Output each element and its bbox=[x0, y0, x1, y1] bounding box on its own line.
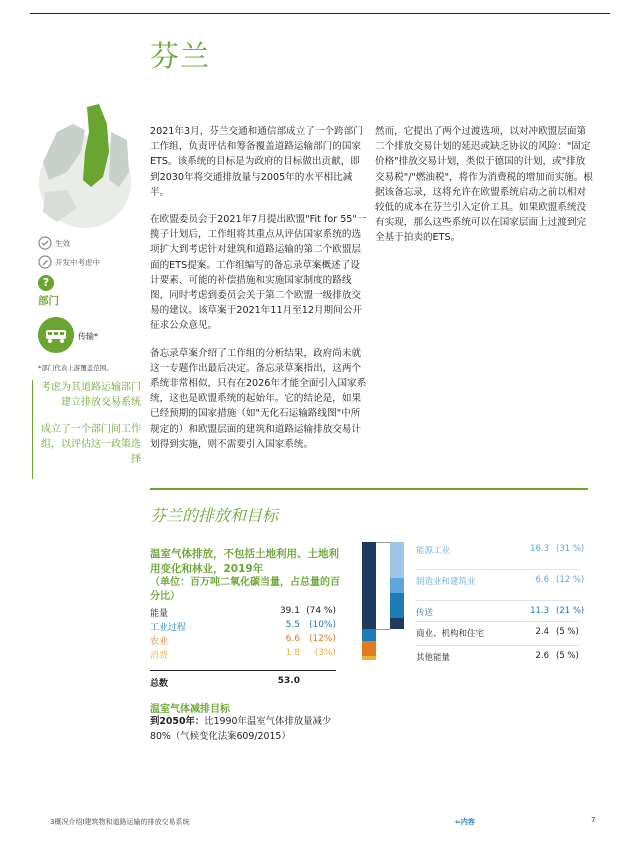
breakdown-label: 能源工业 bbox=[416, 546, 451, 556]
status-label: 开发中考虑中 bbox=[55, 257, 100, 267]
pencil-circle-icon bbox=[38, 255, 52, 269]
side-notes bbox=[32, 380, 143, 479]
breakdown-value: 6.6 bbox=[535, 575, 549, 585]
footer-title: 3概况介绍I建筑物和道路运输的排放交易系统 bbox=[50, 818, 190, 826]
side-note: 成立了一个部门间工作组，以评估这一政策选择 bbox=[41, 424, 141, 465]
check-circle-icon bbox=[38, 236, 52, 250]
breakdown-segment-0 bbox=[390, 542, 404, 578]
emission-row bbox=[150, 606, 336, 619]
row-pct: (10%) bbox=[308, 620, 336, 630]
toc-link[interactable]: ⇐内容 bbox=[455, 818, 475, 826]
breakdown-segment-2 bbox=[390, 593, 404, 618]
row-pct: (12%) bbox=[308, 634, 336, 644]
breakdown-pct: (31 %) bbox=[556, 544, 585, 554]
target-body: 比1990年温室气体排放量减少80%（气候变化法案609/2015） bbox=[150, 716, 332, 742]
row-value: 5.5 bbox=[285, 620, 300, 630]
status-label: 生效 bbox=[55, 238, 70, 248]
ghg-title: 温室气体排放，不包括土地利用、土地利用变化和林业，2019年 bbox=[150, 548, 339, 575]
bar-segment-3 bbox=[362, 656, 376, 660]
breakdown-value: 2.4 bbox=[535, 627, 549, 637]
department-footnote: *部门代表上游覆盖范围。 bbox=[38, 364, 113, 372]
total-value: 53.0 bbox=[277, 676, 300, 686]
legend-separator bbox=[416, 569, 580, 570]
side-note: 考虑为其道路运输部门建立排放交易系统 bbox=[41, 382, 141, 408]
breakdown-segment-3 bbox=[390, 618, 404, 623]
paragraph: 然而，它提出了两个过渡选项，以对冲欧盟层面第二个排放交易计划的延迟或缺乏协议的风险："固定价格"排放交易计划，类似于德国的计划，或"排放交易税"/"燃油税"，将作为消费税的增加而实施。根据该备忘录，这将允许在欧盟系统启动之前以相对较低的成本在芬兰引入定价工具。如果欧盟系统没有实现，那么这些系统可以在国家层面上过渡到完全基于拍卖的ETS。 bbox=[375, 126, 593, 244]
row-value: 6.6 bbox=[285, 634, 300, 644]
row-name: 农业 bbox=[150, 637, 169, 647]
row-pct: (74 %) bbox=[306, 606, 336, 616]
body-column-right bbox=[375, 124, 593, 258]
bar-segment-1 bbox=[362, 629, 376, 641]
breakdown-label: 制造业和建筑业 bbox=[416, 577, 476, 587]
section-title: 芬兰的排放和目标 bbox=[150, 506, 279, 525]
body-column-left bbox=[150, 124, 368, 464]
row-name: 工业过程 bbox=[150, 623, 187, 633]
breakdown-pct: (12 %) bbox=[556, 575, 585, 585]
bar-segment-2 bbox=[362, 641, 376, 656]
status-in-force bbox=[38, 236, 70, 250]
page-title: 芬兰 bbox=[150, 39, 211, 73]
emission-row bbox=[150, 648, 336, 661]
breakdown-value: 2.6 bbox=[535, 651, 549, 661]
breakdown-label: 传送 bbox=[416, 608, 434, 618]
legend-separator bbox=[416, 645, 580, 646]
connector-line bbox=[376, 629, 390, 630]
breakdown-pct: (5 %) bbox=[556, 651, 579, 661]
bar-segment-0 bbox=[362, 542, 376, 629]
total-row bbox=[150, 676, 336, 689]
question-icon: ? bbox=[38, 275, 54, 291]
target-year: 到2050年： bbox=[150, 716, 205, 727]
breakdown-segment-4 bbox=[390, 623, 404, 629]
row-name: 能量 bbox=[150, 609, 169, 619]
breakdown-label: 其他能量 bbox=[416, 653, 451, 663]
breakdown-pct: (5 %) bbox=[556, 627, 579, 637]
emission-row bbox=[150, 634, 336, 647]
breakdown-pct: (21 %) bbox=[556, 606, 585, 616]
breakdown-value: 16.3 bbox=[530, 544, 549, 554]
ghg-unit: （单位：百万吨二氧化碳当量，占总量的百分比） bbox=[150, 577, 340, 602]
paragraph: 备忘录草案介绍了工作组的分析结果，政府尚未就这一专题作出最后决定。备忘录草案指出，这两个系统非常相似，只有在2026年才能全面引入国家系统，这也是欧盟系统的起始年。它的结论是，如果已经预期的国家措施（如"无化石运输路线图"中所规定的）和欧盟层面的建筑和道路运输排放交易计划得到实施，则不需要引入国家系统。 bbox=[150, 347, 367, 450]
legend-separator bbox=[416, 600, 580, 601]
connector-line bbox=[376, 542, 390, 543]
page-number: 7 bbox=[591, 816, 596, 824]
row-value: 39.1 bbox=[279, 606, 300, 616]
row-name: 消费 bbox=[150, 651, 169, 661]
section-divider bbox=[150, 488, 588, 490]
target-title: 温室气体减排目标 bbox=[150, 704, 230, 715]
target-text bbox=[150, 714, 350, 744]
status-in-development bbox=[38, 255, 100, 269]
breakdown-value: 11.3 bbox=[530, 606, 549, 616]
legend-separator bbox=[416, 621, 580, 622]
total-rule bbox=[150, 670, 336, 671]
breakdown-label: 商业、机构和住宅 bbox=[416, 629, 485, 639]
transport-label: 传输* bbox=[78, 332, 98, 341]
finland-map bbox=[37, 12, 133, 232]
paragraph: 2021年3月，芬兰交通和通信部成立了一个跨部门工作组，负责评估和筹备覆盖道路运输部门的国家ETS。该系统的目标是为政府的目标做出贡献，即到2030年将交通排放量与2005年的水平相比减半。 bbox=[150, 126, 363, 198]
transport-icon bbox=[38, 317, 74, 353]
row-value: 1.8 bbox=[285, 648, 300, 658]
paragraph: 在欧盟委员会于2021年7月提出欧盟"Fit for 55"一揽子计划后，工作组将其重点从评估国家系统的选项扩大到考虑针对建筑和道路运输的第二个欧盟层面的ETS提案。工作组编写的备忘录草案概述了设计要素、可能的补偿措施和实施国家制度的路线图，同时考虑到委员会关于第二个欧盟一级排放交易的建议。该草案于2021年11月至12月期间公开征求公众意见。 bbox=[150, 214, 367, 332]
total-label: 总数 bbox=[150, 679, 169, 689]
row-pct: (3%) bbox=[314, 648, 336, 658]
emission-row bbox=[150, 620, 336, 633]
breakdown-segment-1 bbox=[390, 578, 404, 593]
department-label: 部门 bbox=[38, 295, 59, 307]
